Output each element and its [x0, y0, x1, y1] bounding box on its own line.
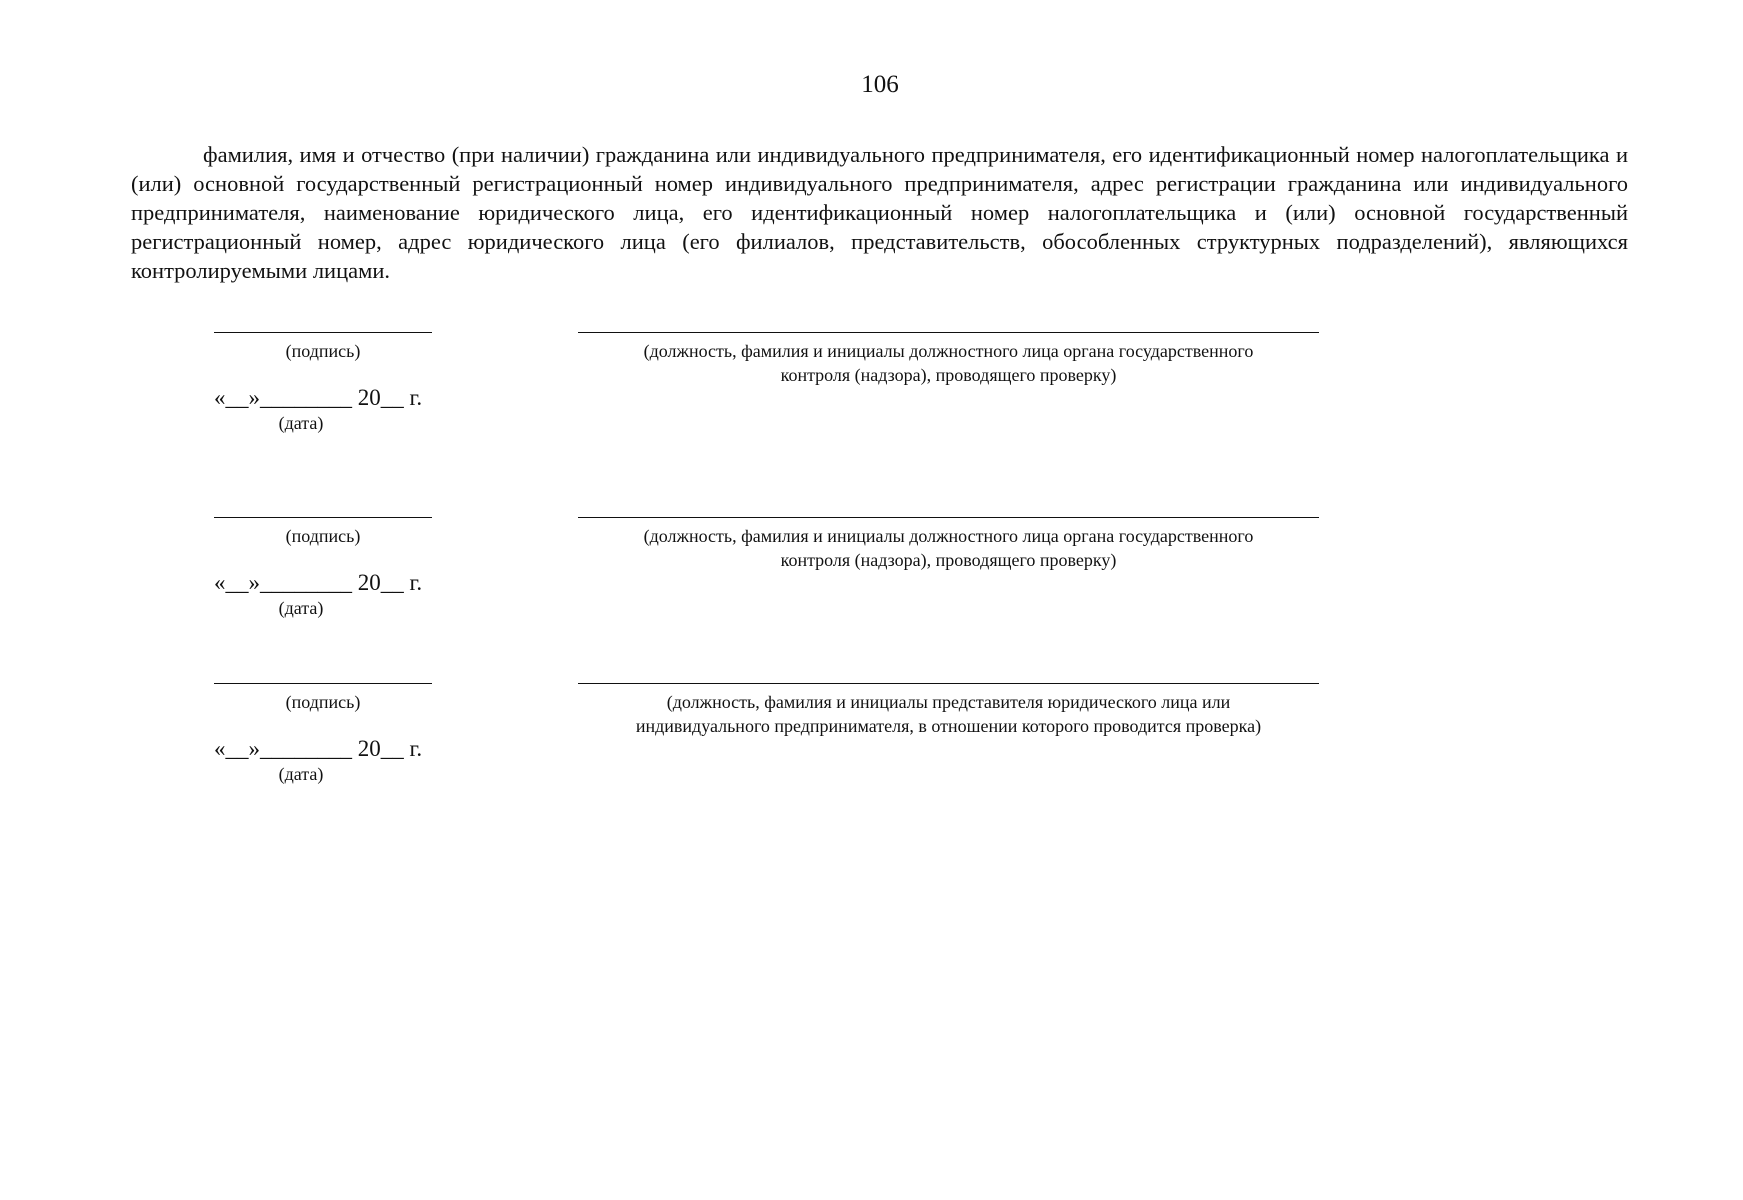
date-caption: (дата) — [278, 598, 324, 618]
date-caption: (дата) — [278, 764, 324, 784]
position-line — [578, 683, 1319, 684]
signature-line — [214, 683, 432, 684]
position-caption-line: (должность, фамилия и инициалы представителя юридического лица или — [666, 692, 1231, 712]
body-paragraph: фамилия, имя и отчество (при наличии) гражданина или индивидуального предпринимателя, его идентификационный номер налогоплательщика и (или) основной государственный регистрационный номер индивидуального предпринимателя, адрес регистрации гражданина или индивидуального предпринимателя, наименование юридического лица, его идентификационный номер налогоплательщика и (или) основной государственный регистрационный номер, адрес юридического лица (его филиалов, представительств, обособленных структурных подразделений), являющихся контролируемыми лицами. — [131, 142, 1628, 283]
position-caption — [578, 339, 1319, 387]
position-caption — [578, 690, 1319, 738]
page-number: 106 — [861, 71, 899, 98]
position-caption-line: (должность, фамилия и инициалы должностного лица органа государственного — [643, 526, 1254, 546]
signature-block — [0, 332, 1743, 502]
date-field: «__»________ 20__ г. — [214, 736, 423, 761]
date-field: «__»________ 20__ г. — [214, 570, 423, 595]
position-caption-line: контроля (надзора), проводящего проверку) — [780, 550, 1117, 570]
position-caption-line: (должность, фамилия и инициалы должностного лица органа государственного — [643, 341, 1254, 361]
position-caption-line: контроля (надзора), проводящего проверку) — [780, 365, 1117, 385]
signature-block — [0, 683, 1743, 853]
signature-caption: (подпись) — [285, 692, 361, 712]
position-line — [578, 332, 1319, 333]
signature-caption: (подпись) — [285, 526, 361, 546]
signature-line — [214, 517, 432, 518]
signature-block — [0, 517, 1743, 687]
position-caption-line: индивидуального предпринимателя, в отношении которого проводится проверка) — [635, 716, 1262, 736]
position-line — [578, 517, 1319, 518]
date-caption: (дата) — [278, 413, 324, 433]
date-field: «__»________ 20__ г. — [214, 385, 423, 410]
signature-line — [214, 332, 432, 333]
position-caption — [578, 524, 1319, 572]
signature-caption: (подпись) — [285, 341, 361, 361]
